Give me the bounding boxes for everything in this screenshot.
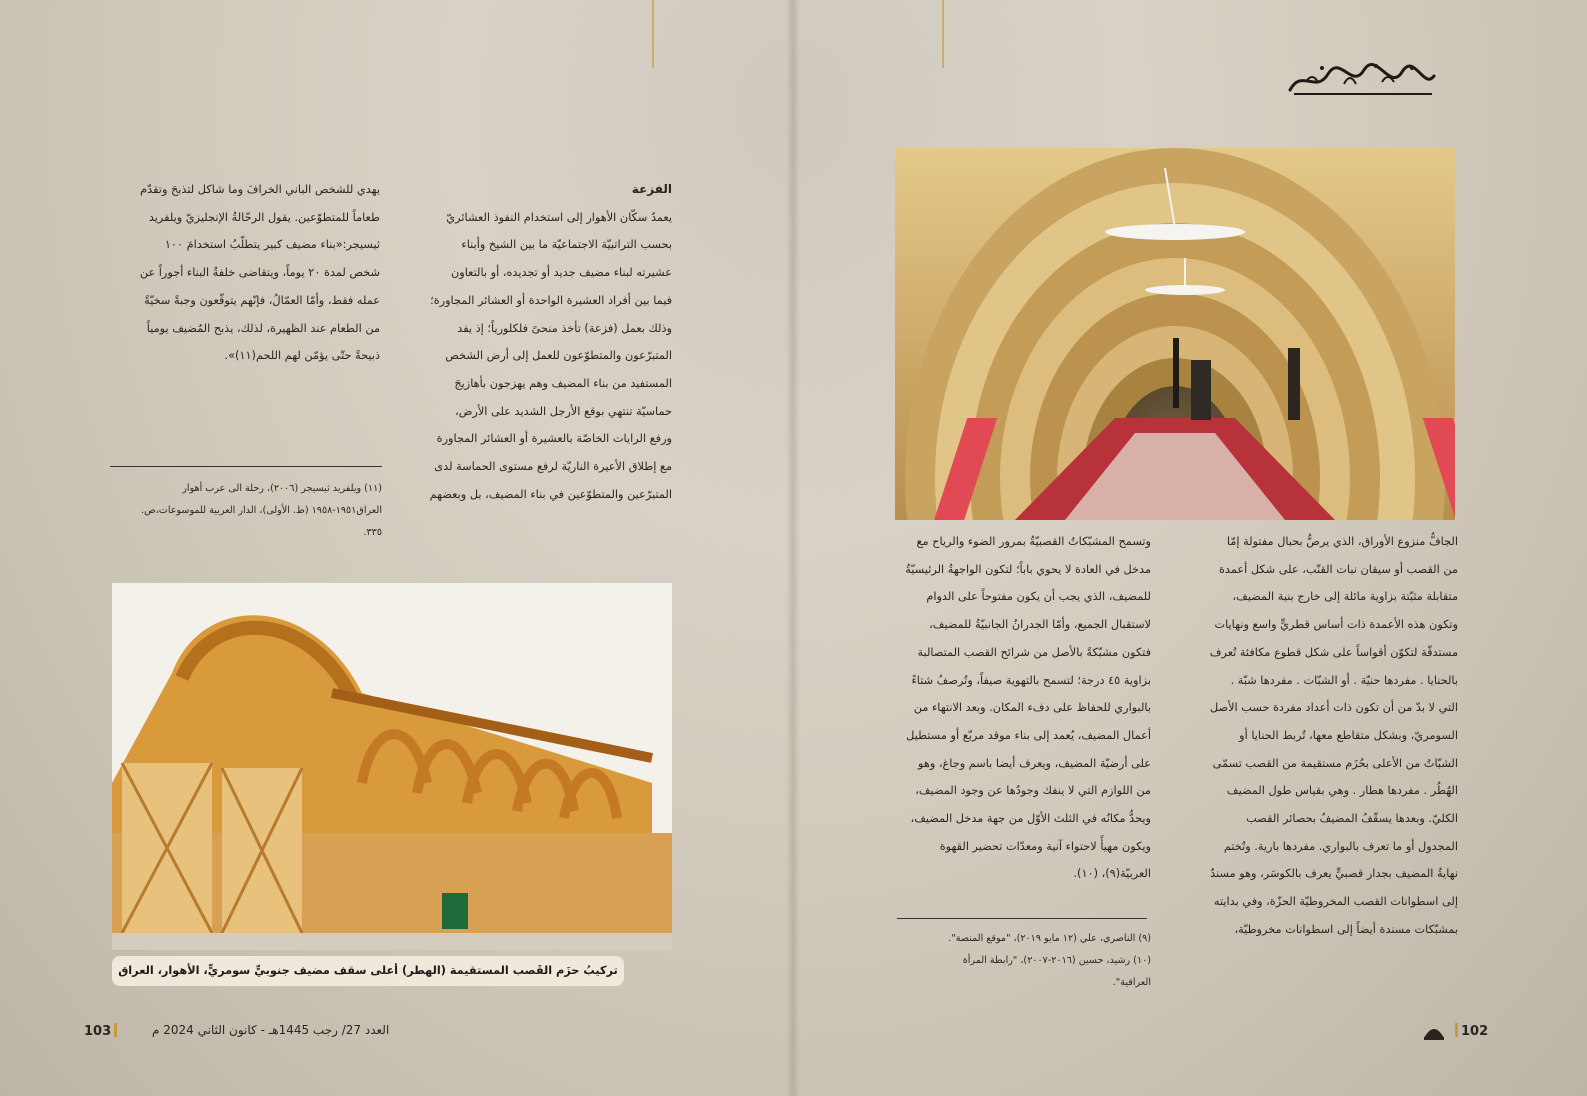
text-line: العربيّة(٩)، (١٠). xyxy=(1073,867,1151,881)
text-line: نهايةُ المضيف بجدار قصبيٍّ يعرف بالكوسَر، وهو مسندٌ xyxy=(1210,867,1458,881)
text-line: شخص لمدة ٢٠ يوماً، ويتقاضى خلفةُ البناء أجوراً عن xyxy=(139,266,380,280)
text-line: ويحدُّ مكانُه في الثلث الأوّل من جهة مدخل المضيف، xyxy=(910,812,1151,826)
left-page-footnotes xyxy=(110,478,382,544)
text-line: من اللوازم التي لا ينفك وجودُها عن وجود المضيف، xyxy=(915,784,1151,798)
right-page-left-column xyxy=(893,528,1151,888)
text-line: فتكون مشبّكةً بالأصل من شرائح القصب المتصالبة xyxy=(917,645,1151,659)
text-line: وتسمح المشبّكاتُ القصبيّةُ بمرور الضوء والرياح مع xyxy=(916,535,1151,548)
page-number-right xyxy=(1452,1023,1488,1039)
text-line: عمله فقط، وأمّا العمّالُ، فإنّهم يتوقّعون وجبةً سخيّةً xyxy=(144,293,380,307)
text-line: لاستقبال الجميع، وأمّا الجدرانُ الجانبيّةُ للمضيف، xyxy=(929,618,1151,632)
text-line: بزاوية ٤٥ درجة؛ لتسمح بالتهوية صيفاً، وتُرصفُ شتاءً xyxy=(911,673,1151,687)
photo-caption: تركيبُ حزَم القَصب المستقيمة (الهطر) أعلى سقف مضيف جنوبيٍّ سومريٍّ، الأهوار، العراق xyxy=(112,956,624,986)
text-line: يهدي للشخص الباني الخرافَ وما شاكل لتذبحَ وتقدّم xyxy=(140,183,380,196)
page-number-bar xyxy=(114,1023,117,1037)
page-number-text: 102 xyxy=(1461,1024,1489,1039)
issue-info: العدد 27/ رجب 1445هـ - كانون الثاني 2024 م xyxy=(152,1023,390,1037)
page-number-left xyxy=(84,1023,120,1039)
footnote: (١٠) رشيد، حسين (٢٠١٦-٢٠٠٧)، "رابطة المرأة xyxy=(962,955,1151,966)
page-spine xyxy=(786,0,800,1096)
text-line: إلى اسطوانات القصب المخروطيّة الحزّة، وفي بدايته xyxy=(1213,895,1458,909)
footnote: ٣٣٥. xyxy=(363,527,382,538)
footnote: (١١) ويلفريد ثيسيجر (٢٠٠٦)، رحلة الى عرب أهوار xyxy=(182,483,382,494)
footnote: (٩) الناصري، علي (١٢ مايو ٢٠١٩)، "موقع المنصة". xyxy=(948,933,1151,944)
text-line: عشيرته لبناء مضيف جديد أو تجديده، أو بالتعاون xyxy=(450,266,672,280)
text-line: الجافُّ منزوع الأوراق، الذي يرصُّ بحبال مفتولة إمّا xyxy=(1226,535,1458,548)
right-page-right-column xyxy=(1162,528,1458,944)
text-line: حماسيّة تنتهي بوقع الأرجل الشديد على الأرض، xyxy=(455,404,672,418)
text-line: طعاماً للمتطوّعين. يقول الرحّالةُ الإنجليزيّ ويلفريد xyxy=(148,210,380,224)
mudhif-construction-photo xyxy=(112,583,672,950)
text-line: ثيسيجر:«بناء مضيف كبير يتطلّبُ استخدامَ ١٠٠ xyxy=(164,238,380,252)
text-line: مدخل في العادة لا يحوي باباً؛ لتكون الواجهةُ الرئيسيّةُ xyxy=(905,562,1151,576)
text-line: بالبواري للحفاظ على دفء المكان. وبعد الانتهاء من xyxy=(913,701,1151,715)
text-line: مستدقّة لتكوّن أقواساً على شكل قطوع مكافئة تُعرف xyxy=(1209,645,1458,659)
text-line: وتكون هذه الأعمدة ذات أساس قطريٍّ واسع ونهايات xyxy=(1214,618,1458,632)
text-line: بالحنايا . مفردها حنيّة . أو الشبّات . مفردها شبّة . xyxy=(1230,673,1458,687)
text-line: ذبيحةً حتّى يؤمّن لهم اللحم(١١)». xyxy=(224,349,380,363)
text-line: المجدول أو ما تعرف بالبواري. مفردها بارية. وتُختم xyxy=(1223,839,1458,853)
text-line: يعمدُ سكّان الأهوار إلى استخدام النفوذ العشائريّ xyxy=(446,210,672,224)
decorative-gold-line xyxy=(942,0,944,68)
footnote: العراقية". xyxy=(1112,977,1151,988)
page-number-bar xyxy=(1455,1023,1458,1037)
text-line: من القصب أو سيقان نبات القنّب، على شكل أعمدة xyxy=(1219,562,1458,576)
text-line: متقابلة مثبّتة بزاوية مائلة إلى خارج بنية المضيف، xyxy=(1232,590,1458,604)
mudhif-interior-photo xyxy=(895,148,1455,520)
magazine-emblem-icon xyxy=(1422,1018,1446,1042)
text-line: المتبرّعون والمتطوّعون للعمل إلى أرض الشخص xyxy=(445,349,672,363)
page-number-text: 103 xyxy=(84,1024,112,1039)
text-line: فيما بين أفراد العشيرة الواحدة أو العشائر المجاورة؛ xyxy=(430,293,672,307)
text-line: المتبرّعين والمتطوّعين في بناء المضيف، بل وبعضهم xyxy=(429,487,672,501)
text-line: بمشبّكات مسندة أيضاً إلى اسطوانات مخروطيّة، xyxy=(1234,922,1458,936)
footnote-rule xyxy=(110,466,382,467)
text-line: من الطعام عند الظهيرة، لذلك، يذبح المُضيف يومياً xyxy=(146,321,380,335)
text-line: أعمال المضيف، يُعمد إلى بناء موقد مربّع أو مستطيل xyxy=(906,728,1151,742)
right-page-footnotes xyxy=(893,928,1151,994)
left-page-right-column xyxy=(384,176,672,508)
section-logo xyxy=(1282,60,1442,100)
footnote: العراق١٩٥١-١٩٥٨ (ط. الأولى)، الدار العربية للموسوعات،ص. xyxy=(141,505,382,516)
text-line: المستفيد من بناء المضيف وهم يهزجون بأهازيجَ xyxy=(454,376,672,390)
text-line: مع إطلاق الأعيرة الناريّة لرفع مستوى الحماسة لدى xyxy=(434,460,672,474)
text-line: الكليّ. وبعدها يسقّفُ المضيفُ بحصائر القصب xyxy=(1246,812,1458,826)
text-line: الشبّاتُ من الأعلى بحُزَم مستقيمة من القصب تسمّى xyxy=(1212,756,1458,770)
text-line: بحسب التراتبيّة الاجتماعيّة ما بين الشيخ وأبناء xyxy=(461,238,672,252)
text-line: ويكون مهيأً لاحتواء آنية ومعدّات تحضير القهوة xyxy=(939,839,1151,853)
left-page-left-column xyxy=(110,176,380,370)
decorative-gold-line xyxy=(652,0,654,68)
text-line: على أرضيّة المضيف، ويعرف أيضا باسم وجاغ، وهو xyxy=(918,756,1151,770)
text-line: الهُطُر . مفردها هطار . وهي بقياس طول المضيف xyxy=(1226,784,1458,798)
text-line: وذلك بعمل (فزعة) تأخذ منحىً فلكلورياً؛ إذ يفد xyxy=(457,321,672,335)
text-line: التي لا بدّ من أن تكون ذات أعداد مفردة حسب الأصل xyxy=(1209,701,1458,715)
section-heading: الفزعة xyxy=(631,182,672,196)
text-line: ورفع الرايات الخاصّة بالعشيرة أو العشائر المجاورة xyxy=(436,432,672,446)
text-line: السومريّ، وبشكل متقاطع معها، تُربط الحنايا أو xyxy=(1239,728,1458,742)
footnote-rule xyxy=(897,918,1147,919)
text-line: للمضيف، الذي يجب أن يكون مفتوحاً على الدوام xyxy=(926,590,1151,604)
